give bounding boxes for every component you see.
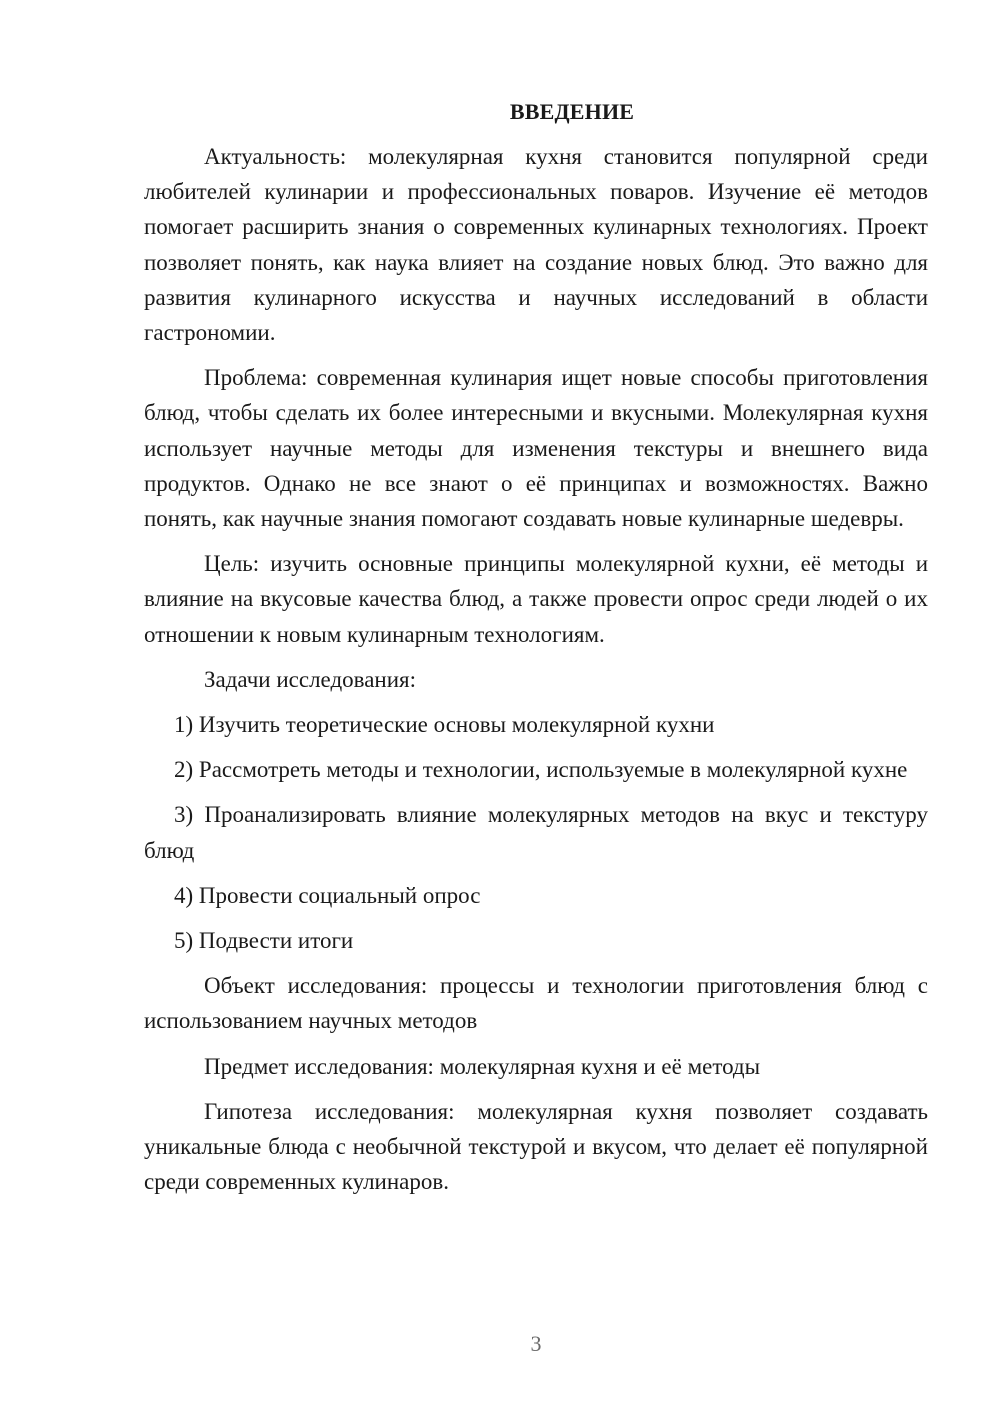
tasks-title: Задачи исследования:: [204, 666, 417, 692]
relevance-paragraph: Актуальность: молекулярная кухня становится популярной среди любителей кулинарии и профессиональных поваров. Изучение её методов помогает расширить знания о современных кулинарных технологиях. Проект позволяет понять, как наука влияет на создание новых блюд. Это важно для развития кулинарного искусства и научных исследований в области гастрономии.: [144, 144, 928, 346]
task-item-2: 2) Рассмотреть методы и технологии, используемые в молекулярной кухне: [174, 757, 908, 783]
goal-paragraph: Цель: изучить основные принципы молекулярной кухни, её методы и влияние на вкусовые качества блюд, а также провести опрос среди людей о их отношении к новым кулинарным технологиям.: [144, 551, 928, 647]
object-paragraph: Объект исследования: процессы и технологии приготовления блюд с использованием научных методов: [144, 973, 928, 1034]
task-item-1: 1) Изучить теоретические основы молекулярной кухни: [174, 712, 715, 738]
subject-paragraph: Предмет исследования: молекулярная кухня и её методы: [204, 1053, 761, 1079]
task-item-4: 4) Провести социальный опрос: [174, 882, 481, 908]
page-number: 3: [530, 1331, 542, 1356]
hypothesis-paragraph: Гипотеза исследования: молекулярная кухня позволяет создавать уникальные блюда с необычной текстурой и вкусом, что делает её популярной среди современных кулинаров.: [144, 1098, 928, 1195]
task-item-5: 5) Подвести итоги: [174, 928, 354, 954]
problem-paragraph: Проблема: современная кулинария ищет новые способы приготовления блюд, чтобы сделать их более интересными и вкусными. Молекулярная кухня использует научные методы для изменения текстуры и внешнего вида продуктов. Однако не все знают о её принципах и возможностях. Важно понять, как научные знания помогают создавать новые кулинарные шедевры.: [144, 365, 928, 532]
task-item-3: 3) Проанализировать влияние молекулярных методов на вкус и текстуру блюд: [144, 802, 928, 863]
page-content: [144, 94, 928, 1209]
section-heading: ВВЕДЕНИЕ: [509, 99, 635, 124]
